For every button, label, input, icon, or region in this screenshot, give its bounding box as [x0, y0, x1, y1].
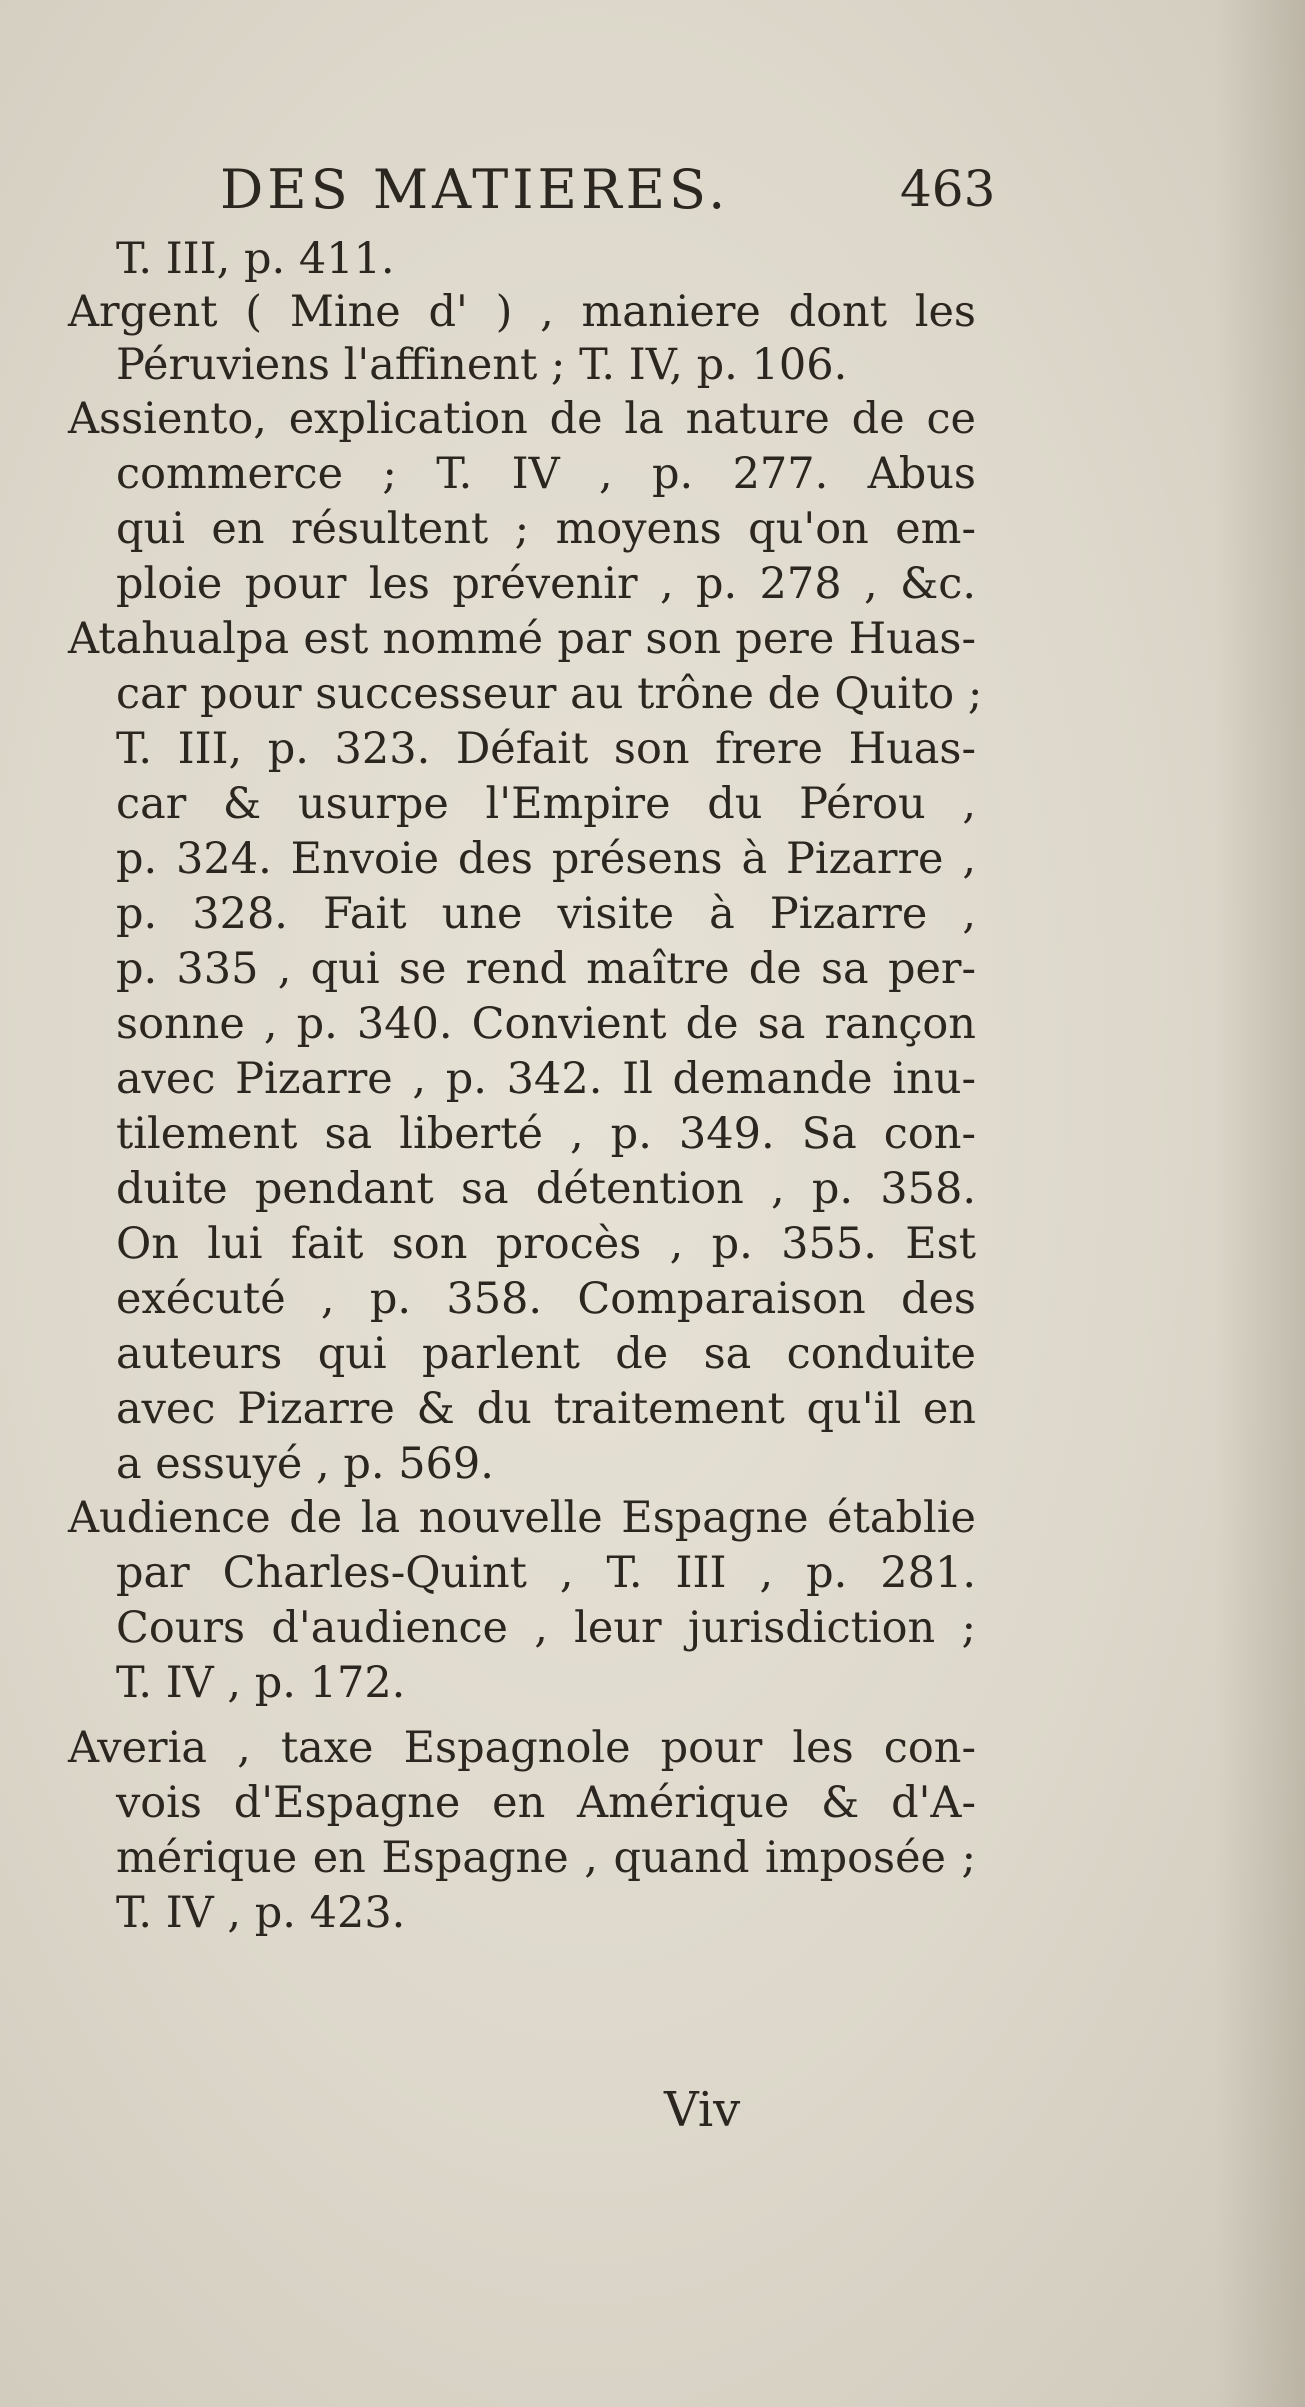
running-title: DES MATIERES.	[220, 158, 730, 221]
index-line: car & usurpe l'Empire du Pérou ,	[116, 779, 976, 829]
page-number: 463	[900, 160, 996, 218]
index-line: qui en résultent ; moyens qu'on em-	[116, 504, 976, 554]
index-line: p. 328. Fait une visite à Pizarre ,	[116, 889, 976, 939]
catchword: Viv	[664, 2082, 741, 2138]
index-entry-averia: Averia , taxe Espagnole pour les con-	[68, 1723, 976, 1773]
index-line: avec Pizarre & du traitement qu'il en	[116, 1384, 976, 1434]
index-entry-argent: Argent ( Mine d' ) , maniere dont les	[68, 287, 976, 337]
index-entry-assiento: Assiento, explication de la nature de ce	[68, 394, 976, 444]
index-entry-atahualpa: Atahualpa est nommé par son pere Huas-	[68, 614, 976, 664]
index-line: T. III, p. 411.	[116, 234, 395, 284]
index-line: mérique en Espagne , quand imposée ;	[116, 1833, 976, 1883]
index-line: vois d'Espagne en Amérique & d'A-	[116, 1778, 976, 1828]
index-line: T. IV , p. 423.	[116, 1888, 406, 1938]
index-line: car pour successeur au trône de Quito ;	[116, 669, 983, 719]
index-line: p. 324. Envoie des présens à Pizarre ,	[116, 834, 976, 884]
index-line: par Charles-Quint , T. III , p. 281.	[116, 1548, 976, 1598]
index-line: commerce ; T. IV , p. 277. Abus	[116, 449, 976, 499]
index-line: T. IV , p. 172.	[116, 1658, 406, 1708]
index-line: Cours d'audience , leur jurisdiction ;	[116, 1603, 976, 1653]
index-line: On lui fait son procès , p. 355. Est	[116, 1219, 976, 1269]
index-line: Péruviens l'affinent ; T. IV, p. 106.	[116, 340, 848, 390]
index-line: p. 335 , qui se rend maître de sa per-	[116, 944, 976, 994]
index-line: auteurs qui parlent de sa conduite	[116, 1329, 976, 1379]
index-entry-audience: Audience de la nouvelle Espagne établie	[68, 1493, 976, 1543]
index-line: duite pendant sa détention , p. 358.	[116, 1164, 976, 1214]
index-line: tilement sa liberté , p. 349. Sa con-	[116, 1109, 976, 1159]
index-line: a essuyé , p. 569.	[116, 1439, 494, 1489]
index-line: avec Pizarre , p. 342. Il demande inu-	[116, 1054, 976, 1104]
index-line: T. III, p. 323. Défait son frere Huas-	[116, 724, 976, 774]
index-line: exécuté , p. 358. Comparaison des	[116, 1274, 976, 1324]
index-line: ploie pour les prévenir , p. 278 , &c.	[116, 559, 976, 609]
index-line: sonne , p. 340. Convient de sa rançon	[116, 999, 976, 1049]
running-head	[220, 158, 1000, 228]
